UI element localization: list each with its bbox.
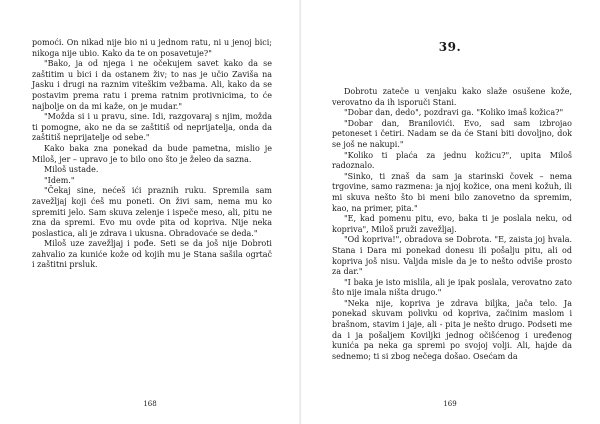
paragraph: "Koliko ti plaća za jednu kožicu?", upita Miloš radoznalo. — [332, 150, 572, 171]
paragraph: "E, kad pomenu pitu, evo, baka ti je poslala neku, od kopriva", Miloš pruži zavežljaj. — [332, 214, 572, 234]
paragraph: "Možda si i u pravu, sine. Idi, razgovaraj s njim, možda ti pomogne, ako ne da se zaštitiš od neprijatelja, onda da zaštitiš neprijatelje od sebe." — [32, 112, 272, 143]
paragraph: "Neka nije, kopriva je zdrava biljka, jača telo. Ja ponekad skuvam polivku od kopriva, začinim maslom i brašnom, stavim i jaje, ali - pita je nešto drugo. Podseti me da i ja pošaljem Kovilјki jednog očišćenog i uređenog kunića pa neka ga spremi po svojoj volji. Ali, hajde da sednemo; ti si zbog nečega došao. Osećam da — [332, 298, 572, 361]
paragraph: "Dobar dan, dedo", pozdravi ga. "Koliko imaš kožica?" — [344, 108, 564, 118]
paragraph: "Čekaj sine, nećeš ići praznih ruku. Spremila sam zavežljaj koji ćeš mu poneti. On živi sam, nema mu ko spremiti jelo. Sam skuva zelenje i ispeče meso, ali, pitu ne zna da spremi. Evo mu ovde pita od kopriva. Nije neka poslastica, ali je zdrava i ukusna. Obradovaće se deda." — [32, 186, 272, 238]
right-page — [300, 0, 600, 424]
left-page-text — [32, 38, 272, 271]
page-number: 169 — [443, 400, 457, 408]
page-number: 168 — [143, 400, 157, 408]
paragraph: Miloš ustade. — [44, 165, 99, 175]
paragraph: Miloš uze zavežljaj i pođe. Seti se da još nije Dobroti zahvalio za kuniće kože od kojih mu je Stana sašila ogrtač i zaštitni prsluk. — [32, 239, 272, 270]
paragraph: "Sinko, ti znaš da sam ja starinski čovek – nema trgovine, samo razmena: ja njoj kožice, ona meni kožuh, ili mi skuva nešto što bi meni bilo zanovetno da spremim, kao, na primer, pita." — [332, 171, 572, 213]
paragraph: "Od kopriva!", obradova se Dobrota. "E, zaista joj hvala. Stana i Dara mi ponekad donesu ili pošalju pitu, ali od kopriva još nisu. Valjda misle da je to nešto odviše prosto za dar." — [332, 235, 572, 277]
paragraph: Kako baka zna ponekad da bude pametna, mislio je Miloš, jer – upravo je to bilo ono što je želeo da sazna. — [32, 143, 272, 164]
right-page-text — [332, 87, 572, 362]
paragraph: pomoći. On nikad nije bio ni u jednom ratu, ni u jenoj bici; nikoga nije ubio. Kako da te on posavetuje?" — [32, 38, 272, 58]
paragraph: "I baka je isto mislila, ali je ipak poslala, verovatno zato što nije imala ništa drugo." — [332, 277, 572, 298]
paragraph: "Bako, ja od njega i ne očekujem savet kako da se zaštitim u bici i da ostanem živ; to nas je učio Zaviša na Jasku i drugi na raznim viteškim vežbama. Ali, kako da se postavim prema ratu i prema ratnim protivnicima, to će najbolje on da mi kaže, on je mudar." — [32, 59, 272, 111]
paragraph: "Idem." — [44, 175, 75, 185]
paragraph: Dobrotu zateče u venjaku kako slaže osušene kože, verovatno da ih isporuči Stani. — [332, 87, 572, 107]
paragraph: "Dobar dan, Branilovići. Evo, sad sam izbrojao petoneset i četiri. Nadam se da će Stani biti dovoljno, dok se još ne nakupi." — [332, 118, 572, 149]
chapter-title: 39. — [438, 40, 462, 54]
